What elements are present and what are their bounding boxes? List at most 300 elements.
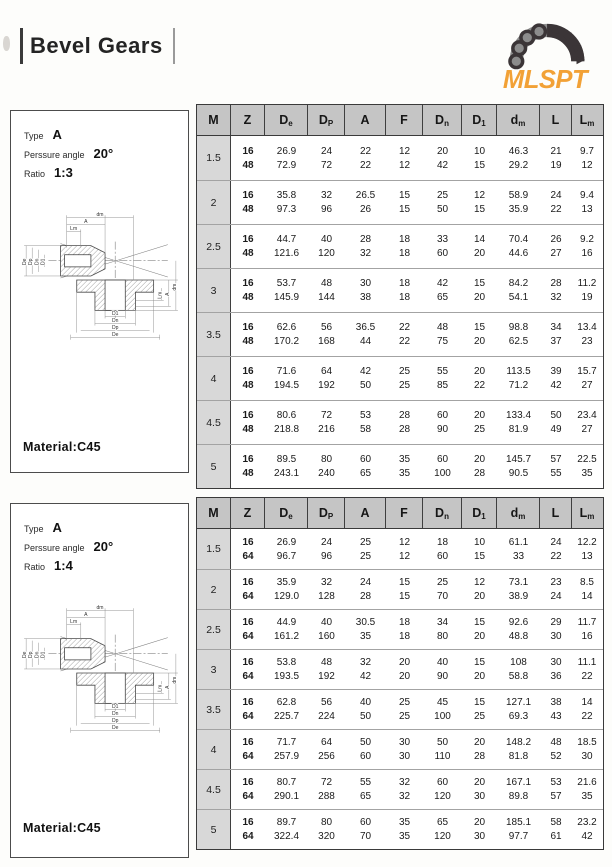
cell-line: 62.6 xyxy=(276,322,297,333)
cell-line: 65 xyxy=(436,817,449,828)
value-cell xyxy=(572,770,602,809)
spec-type-label: Type xyxy=(24,131,44,141)
value-cell xyxy=(540,313,572,356)
value-cell xyxy=(540,570,572,609)
cell-line: 36.5 xyxy=(355,322,376,333)
teeth-cell xyxy=(231,445,265,488)
table-row xyxy=(197,444,603,488)
cell-line: 48 xyxy=(550,737,562,748)
dim-label-dn: Dn xyxy=(34,651,41,659)
cell-line: 72 xyxy=(320,777,333,788)
value-cell xyxy=(308,269,345,312)
cell-line: 96.7 xyxy=(276,550,297,562)
module-cell: 2.5 xyxy=(197,225,231,268)
cell-line: 58 xyxy=(550,817,562,828)
value-cell xyxy=(265,529,308,569)
spec-ratio-label: Ratio xyxy=(24,562,46,572)
table-row xyxy=(197,400,603,444)
cell-line: 30 xyxy=(550,631,562,642)
column-header-letter: M xyxy=(208,113,219,127)
cell-line: 22 xyxy=(359,145,372,157)
cell-line: 27 xyxy=(581,424,593,435)
cell-line: 65 xyxy=(359,791,372,802)
cell-line: 48 xyxy=(242,204,254,215)
column-header-letter: D xyxy=(435,113,445,127)
module-cell: 3 xyxy=(197,650,231,689)
teeth-cell xyxy=(231,225,265,268)
cell-line: 71.6 xyxy=(276,366,297,377)
table-row xyxy=(197,569,603,609)
value-cell xyxy=(308,313,345,356)
cell-line: 55 xyxy=(436,366,449,377)
cell-line: 60 xyxy=(359,817,372,828)
cell-line: 13 xyxy=(581,204,593,215)
cell-line: 48 xyxy=(436,322,449,333)
value-cell xyxy=(462,610,497,649)
cell-line: 18.5 xyxy=(577,737,597,748)
dim-label-lm: Lm xyxy=(70,225,78,232)
cell-line: 64 xyxy=(320,737,333,748)
teeth-cell xyxy=(231,181,265,224)
cell-line: 193.5 xyxy=(273,671,300,682)
value-cell xyxy=(497,730,540,769)
value-cell xyxy=(540,225,572,268)
cell-line: 26.5 xyxy=(355,190,376,201)
value-cell xyxy=(386,269,423,312)
value-cell xyxy=(572,401,602,444)
value-cell xyxy=(308,690,345,729)
value-cell xyxy=(265,269,308,312)
cell-line: 15 xyxy=(473,278,486,289)
cell-line: 40 xyxy=(320,617,333,628)
cell-line: 100 xyxy=(434,468,451,479)
cell-line: 60 xyxy=(436,550,449,562)
column-header-letter: D xyxy=(472,506,482,520)
column-header xyxy=(497,105,540,135)
cell-line: 32 xyxy=(320,190,333,201)
cell-line: 62.5 xyxy=(508,336,529,347)
value-cell xyxy=(345,181,386,224)
value-cell xyxy=(572,357,602,400)
cell-line: 32 xyxy=(398,777,411,788)
cell-line: 148.2 xyxy=(505,737,532,748)
cell-line: 16 xyxy=(242,697,254,708)
cell-line: 26.9 xyxy=(276,145,297,157)
page-title: Bevel Gears xyxy=(30,33,163,58)
cell-line: 50 xyxy=(359,737,372,748)
dim-label-de: De xyxy=(22,258,29,266)
value-cell xyxy=(540,269,572,312)
scan-artifact xyxy=(3,36,10,51)
cell-line: 11.2 xyxy=(577,278,597,289)
cell-line: 30 xyxy=(473,791,486,802)
cell-line: 48.8 xyxy=(508,631,529,642)
cell-line: 8.5 xyxy=(580,577,594,588)
cell-line: 58.8 xyxy=(508,671,529,682)
cell-line: 167.1 xyxy=(505,777,532,788)
cell-line: 257.9 xyxy=(273,751,300,762)
cell-line: 35 xyxy=(581,468,593,479)
module-cell: 4.5 xyxy=(197,770,231,809)
cell-line: 20 xyxy=(473,591,486,602)
cell-line: 22 xyxy=(398,322,411,333)
cell-line: 53 xyxy=(550,777,562,788)
value-cell xyxy=(540,730,572,769)
value-cell xyxy=(423,136,462,180)
module-cell: 4.5 xyxy=(197,401,231,444)
cell-line: 80.6 xyxy=(276,410,297,421)
cell-line: 15 xyxy=(473,550,486,562)
cell-line: 35.9 xyxy=(276,577,297,588)
spec-angle xyxy=(24,146,113,161)
cell-line: 194.5 xyxy=(273,380,300,391)
cell-line: 27 xyxy=(581,380,593,391)
cell-line: 16 xyxy=(242,536,254,548)
value-cell xyxy=(386,136,423,180)
column-header xyxy=(231,105,265,135)
cell-line: 24 xyxy=(550,190,562,201)
value-cell xyxy=(386,650,423,689)
value-cell xyxy=(423,810,462,849)
cell-line: 33 xyxy=(512,550,525,562)
cell-line: 26 xyxy=(550,234,562,245)
column-header-subscript: P xyxy=(327,118,334,128)
brand-logo xyxy=(486,10,604,94)
cell-line: 56 xyxy=(320,697,333,708)
value-cell xyxy=(462,730,497,769)
value-cell xyxy=(308,650,345,689)
dim-label-dm: dm xyxy=(96,211,104,218)
cell-line: 96 xyxy=(320,204,333,215)
cell-line: 72 xyxy=(320,159,333,171)
value-cell xyxy=(386,730,423,769)
cell-line: 25 xyxy=(359,550,372,562)
value-cell xyxy=(497,181,540,224)
spec-type xyxy=(24,127,113,142)
material-note: Material:C45 xyxy=(23,440,101,454)
table-row xyxy=(197,136,603,180)
table-header-row xyxy=(197,105,603,136)
cell-line: 61.1 xyxy=(508,536,529,548)
cell-line: 60 xyxy=(359,454,372,465)
spec-ratio xyxy=(24,558,113,573)
cell-line: 20 xyxy=(473,737,486,748)
cell-line: 168 xyxy=(318,336,335,347)
column-header xyxy=(540,498,572,528)
dim-label-dm: dm xyxy=(96,604,104,611)
column-header xyxy=(540,105,572,135)
cell-line: 192 xyxy=(318,380,335,391)
cell-line: 35 xyxy=(398,817,411,828)
value-cell xyxy=(572,225,602,268)
table-row xyxy=(197,809,603,849)
cell-line: 44 xyxy=(359,336,372,347)
spec-ratio xyxy=(24,165,113,180)
dim-label-a-right: A xyxy=(164,685,171,689)
cell-line: 90 xyxy=(436,671,449,682)
cell-line: 65 xyxy=(436,292,449,303)
cell-line: 240 xyxy=(318,468,335,479)
cell-line: 13 xyxy=(581,550,593,562)
dim-label-dn-bottom: Dn xyxy=(111,318,119,325)
value-cell xyxy=(265,357,308,400)
cell-line: 20 xyxy=(473,777,486,788)
cell-line: 18 xyxy=(398,617,411,628)
column-header xyxy=(423,105,462,135)
value-cell xyxy=(423,357,462,400)
value-cell xyxy=(386,610,423,649)
cell-line: 55 xyxy=(359,777,372,788)
title-left-bar xyxy=(20,28,23,64)
cell-line: 16 xyxy=(242,657,254,668)
column-header-letter: A xyxy=(360,113,370,127)
cell-line: 20 xyxy=(473,248,486,259)
cell-line: 128 xyxy=(318,591,335,602)
cell-line: 39 xyxy=(550,366,562,377)
value-cell xyxy=(540,181,572,224)
cell-line: 89.8 xyxy=(508,791,529,802)
cell-line: 14 xyxy=(473,234,486,245)
cell-line: 34 xyxy=(436,617,449,628)
cell-line: 15 xyxy=(473,159,486,171)
cell-line: 97.3 xyxy=(276,204,297,215)
cell-line: 38 xyxy=(359,292,372,303)
dim-label-de-bottom: De xyxy=(111,725,119,732)
cell-line: 35 xyxy=(359,631,372,642)
dim-label-d1: D1 xyxy=(40,258,47,266)
cell-line: 25 xyxy=(436,190,449,201)
cell-line: 32 xyxy=(320,577,333,588)
cell-line: 218.8 xyxy=(273,424,300,435)
value-cell xyxy=(462,357,497,400)
cell-line: 121.6 xyxy=(273,248,300,259)
value-cell xyxy=(308,401,345,444)
column-header xyxy=(308,105,345,135)
cell-line: 53.8 xyxy=(276,657,297,668)
cell-line: 161.2 xyxy=(273,631,300,642)
column-header xyxy=(197,498,231,528)
column-header-subscript: 1 xyxy=(481,511,486,521)
cell-line: 15 xyxy=(473,697,486,708)
cell-line: 24 xyxy=(550,591,562,602)
value-cell xyxy=(462,181,497,224)
cell-line: 57 xyxy=(550,454,562,465)
value-cell xyxy=(386,690,423,729)
column-header xyxy=(265,498,308,528)
value-cell xyxy=(462,313,497,356)
cell-line: 48 xyxy=(242,292,254,303)
cell-line: 25 xyxy=(473,711,486,722)
teeth-cell xyxy=(231,730,265,769)
column-header-subscript: P xyxy=(327,511,334,521)
value-cell xyxy=(345,357,386,400)
cell-line: 48 xyxy=(242,424,254,435)
value-cell xyxy=(540,810,572,849)
dim-label-dn-bottom: Dn xyxy=(111,711,119,718)
cell-line: 72 xyxy=(320,410,333,421)
column-header-letter: A xyxy=(360,506,370,520)
cell-line: 89.7 xyxy=(276,817,297,828)
module-cell: 2 xyxy=(197,570,231,609)
value-cell xyxy=(423,650,462,689)
spec-type-value: A xyxy=(52,520,62,535)
value-cell xyxy=(423,770,462,809)
value-cell xyxy=(572,650,602,689)
table-header-row xyxy=(197,498,603,529)
value-cell xyxy=(265,136,308,180)
cell-line: 120 xyxy=(318,248,335,259)
spec-list xyxy=(24,520,113,577)
value-cell xyxy=(423,690,462,729)
cell-line: 14 xyxy=(581,697,593,708)
cell-line: 42 xyxy=(359,671,372,682)
spec-ratio-value: 1:3 xyxy=(54,165,73,180)
value-cell xyxy=(540,650,572,689)
value-cell xyxy=(265,810,308,849)
teeth-cell xyxy=(231,529,265,569)
dim-label-a-right: A xyxy=(164,292,171,296)
cell-line: 33 xyxy=(436,234,449,245)
value-cell xyxy=(308,770,345,809)
cell-line: 16 xyxy=(242,577,254,588)
cell-line: 12 xyxy=(398,550,411,562)
column-header-letter: D xyxy=(279,506,289,520)
cell-line: 30 xyxy=(473,831,486,842)
value-cell xyxy=(265,610,308,649)
cell-line: 64 xyxy=(242,831,254,842)
cell-line: 35 xyxy=(398,454,411,465)
cell-line: 23.2 xyxy=(577,817,597,828)
cell-line: 16 xyxy=(242,234,254,245)
value-cell xyxy=(265,650,308,689)
cell-line: 16 xyxy=(242,190,254,201)
cell-line: 16 xyxy=(242,278,254,289)
value-cell xyxy=(540,136,572,180)
value-cell xyxy=(497,650,540,689)
column-header xyxy=(197,105,231,135)
cell-line: 89.5 xyxy=(276,454,297,465)
table-row xyxy=(197,609,603,649)
cell-line: 81.9 xyxy=(508,424,529,435)
cell-line: 28 xyxy=(550,278,562,289)
cell-line: 108 xyxy=(510,657,527,668)
bevel-gear-drawing xyxy=(14,596,186,746)
teeth-cell xyxy=(231,313,265,356)
cell-line: 23.4 xyxy=(577,410,597,421)
cell-line: 30 xyxy=(398,737,411,748)
cell-line: 22 xyxy=(398,336,411,347)
cell-line: 55 xyxy=(550,468,562,479)
module-cell: 1.5 xyxy=(197,529,231,569)
column-header-subscript: e xyxy=(288,511,293,521)
cell-line: 38 xyxy=(550,697,562,708)
cell-line: 29 xyxy=(550,617,562,628)
teeth-cell xyxy=(231,690,265,729)
cell-line: 35 xyxy=(398,468,411,479)
value-cell xyxy=(497,313,540,356)
cell-line: 21 xyxy=(550,145,562,157)
cell-line: 42 xyxy=(550,380,562,391)
dim-label-a: A xyxy=(84,611,88,618)
dim-label-dp: Dp xyxy=(28,651,35,659)
value-cell xyxy=(462,810,497,849)
column-header xyxy=(462,105,497,135)
cell-line: 145.9 xyxy=(273,292,300,303)
value-cell xyxy=(572,610,602,649)
table-row xyxy=(197,268,603,312)
value-cell xyxy=(497,401,540,444)
cell-line: 16 xyxy=(242,617,254,628)
value-cell xyxy=(423,445,462,488)
value-cell xyxy=(308,610,345,649)
value-cell xyxy=(345,610,386,649)
value-cell xyxy=(386,445,423,488)
cell-line: 12 xyxy=(398,159,411,171)
teeth-cell xyxy=(231,401,265,444)
value-cell xyxy=(497,136,540,180)
value-cell xyxy=(386,810,423,849)
dim-label-de: De xyxy=(22,651,29,659)
value-cell xyxy=(308,529,345,569)
table-row xyxy=(197,649,603,689)
value-cell xyxy=(540,610,572,649)
value-cell xyxy=(423,570,462,609)
spec-panel-1 xyxy=(10,110,189,473)
cell-line: 30 xyxy=(359,278,372,289)
cell-line: 20 xyxy=(473,671,486,682)
value-cell xyxy=(572,269,602,312)
cell-line: 16 xyxy=(242,410,254,421)
cell-line: 80 xyxy=(320,454,333,465)
cell-line: 44.6 xyxy=(508,248,529,259)
value-cell xyxy=(345,570,386,609)
cell-line: 96 xyxy=(320,550,333,562)
value-cell xyxy=(497,690,540,729)
table-row xyxy=(197,180,603,224)
column-header-letter: M xyxy=(208,506,219,520)
value-cell xyxy=(497,269,540,312)
value-cell xyxy=(423,225,462,268)
value-cell xyxy=(572,730,602,769)
module-cell: 5 xyxy=(197,445,231,488)
cell-line: 42 xyxy=(359,366,372,377)
cell-line: 216 xyxy=(318,424,335,435)
value-cell xyxy=(386,181,423,224)
cell-line: 97.7 xyxy=(508,831,529,842)
cell-line: 24 xyxy=(359,577,372,588)
value-cell xyxy=(423,529,462,569)
column-header-letter: F xyxy=(400,113,408,127)
cell-line: 24 xyxy=(320,536,333,548)
cell-line: 36 xyxy=(550,671,562,682)
cell-line: 45 xyxy=(436,697,449,708)
column-header-subscript: m xyxy=(518,511,526,521)
cell-line: 70 xyxy=(436,591,449,602)
teeth-cell xyxy=(231,650,265,689)
value-cell xyxy=(423,313,462,356)
column-header-letter: D xyxy=(435,506,445,520)
value-cell xyxy=(308,357,345,400)
cell-line: 61 xyxy=(550,831,562,842)
cell-line: 80 xyxy=(320,817,333,828)
spec-list xyxy=(24,127,113,184)
cell-line: 10 xyxy=(473,536,486,548)
value-cell xyxy=(345,529,386,569)
value-cell xyxy=(497,770,540,809)
column-header-letter: D xyxy=(472,113,482,127)
cell-line: 65 xyxy=(359,468,372,479)
cell-line: 28 xyxy=(398,424,411,435)
